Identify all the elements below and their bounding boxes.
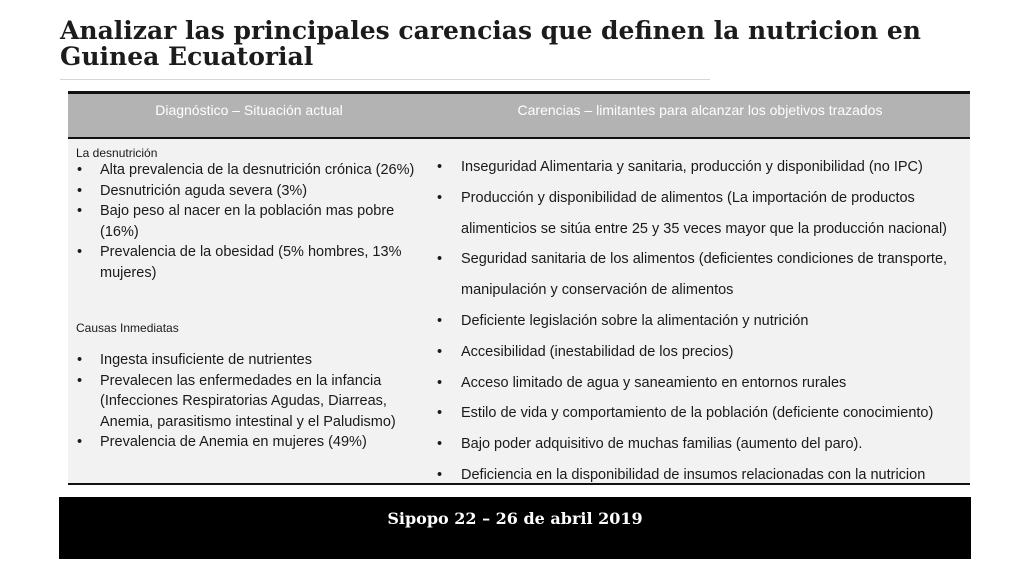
list-item: • Ingesta insuficiente de nutrientes [76,350,426,371]
header-diagnostico: Diagnóstico – Situación actual [155,102,343,118]
list-item: • Producción y disponibilidad de alimentos (La importación de productos alimenticios se sitúa entre 25 y 35 veces mayor que la producción nacional) [434,183,964,245]
list-item: • Estilo de vida y comportamiento de la población (deficiente conocimiento) [434,398,964,429]
comparison-table [68,91,970,485]
list-item: • Prevalencia de la obesidad (5% hombres, 13% mujeres) [76,242,426,283]
list-item: • Deficiente legislación sobre la alimentación y nutrición [434,306,964,337]
section-heading-desnutricion: La desnutrición [76,146,158,160]
causas-list [76,350,426,453]
diagnostico-column [76,146,426,453]
header-carencias: Carencias – limitantes para alcanzar los objetivos trazados [517,102,883,118]
list-item: • Inseguridad Alimentaria y sanitaria, producción y disponibilidad (no IPC) [434,152,964,183]
title-divider [60,79,710,80]
carencias-column [434,152,964,491]
section-heading-causas: Causas Inmediatas [76,321,179,335]
list-item: • Prevalecen las enfermedades en la infancia (Infecciones Respiratorias Agudas, Diarreas, Anemia, parasitismo intestinal y el Paludismo) [76,371,426,433]
list-item: • Acceso limitado de agua y saneamiento en entornos rurales [434,368,964,399]
footer-banner [59,497,971,559]
footer-date-text: Sipopo 22 – 26 de abril 2019 [387,509,643,528]
list-item: • Accesibilidad (inestabilidad de los precios) [434,337,964,368]
list-item: • Bajo peso al nacer en la población mas pobre (16%) [76,201,426,242]
list-item: • Desnutrición aguda severa (3%) [76,181,426,202]
list-item: • Seguridad sanitaria de los alimentos (deficientes condiciones de transporte, manipulación y conservación de alimentos [434,244,964,306]
carencias-list [434,152,964,491]
slide-title: Analizar las principales carencias que definen la nutricion en Guinea Ecuatorial [60,16,921,71]
list-item: • Deficiencia en la disponibilidad de insumos relacionadas con la nutricion [434,460,964,491]
list-item: • Bajo poder adquisitivo de muchas familias (aumento del paro). [434,429,964,460]
list-item: • Alta prevalencia de la desnutrición crónica (26%) [76,160,426,181]
list-item: • Prevalencia de Anemia en mujeres (49%) [76,432,426,453]
table-header [68,94,970,139]
desnutricion-list [76,160,426,283]
